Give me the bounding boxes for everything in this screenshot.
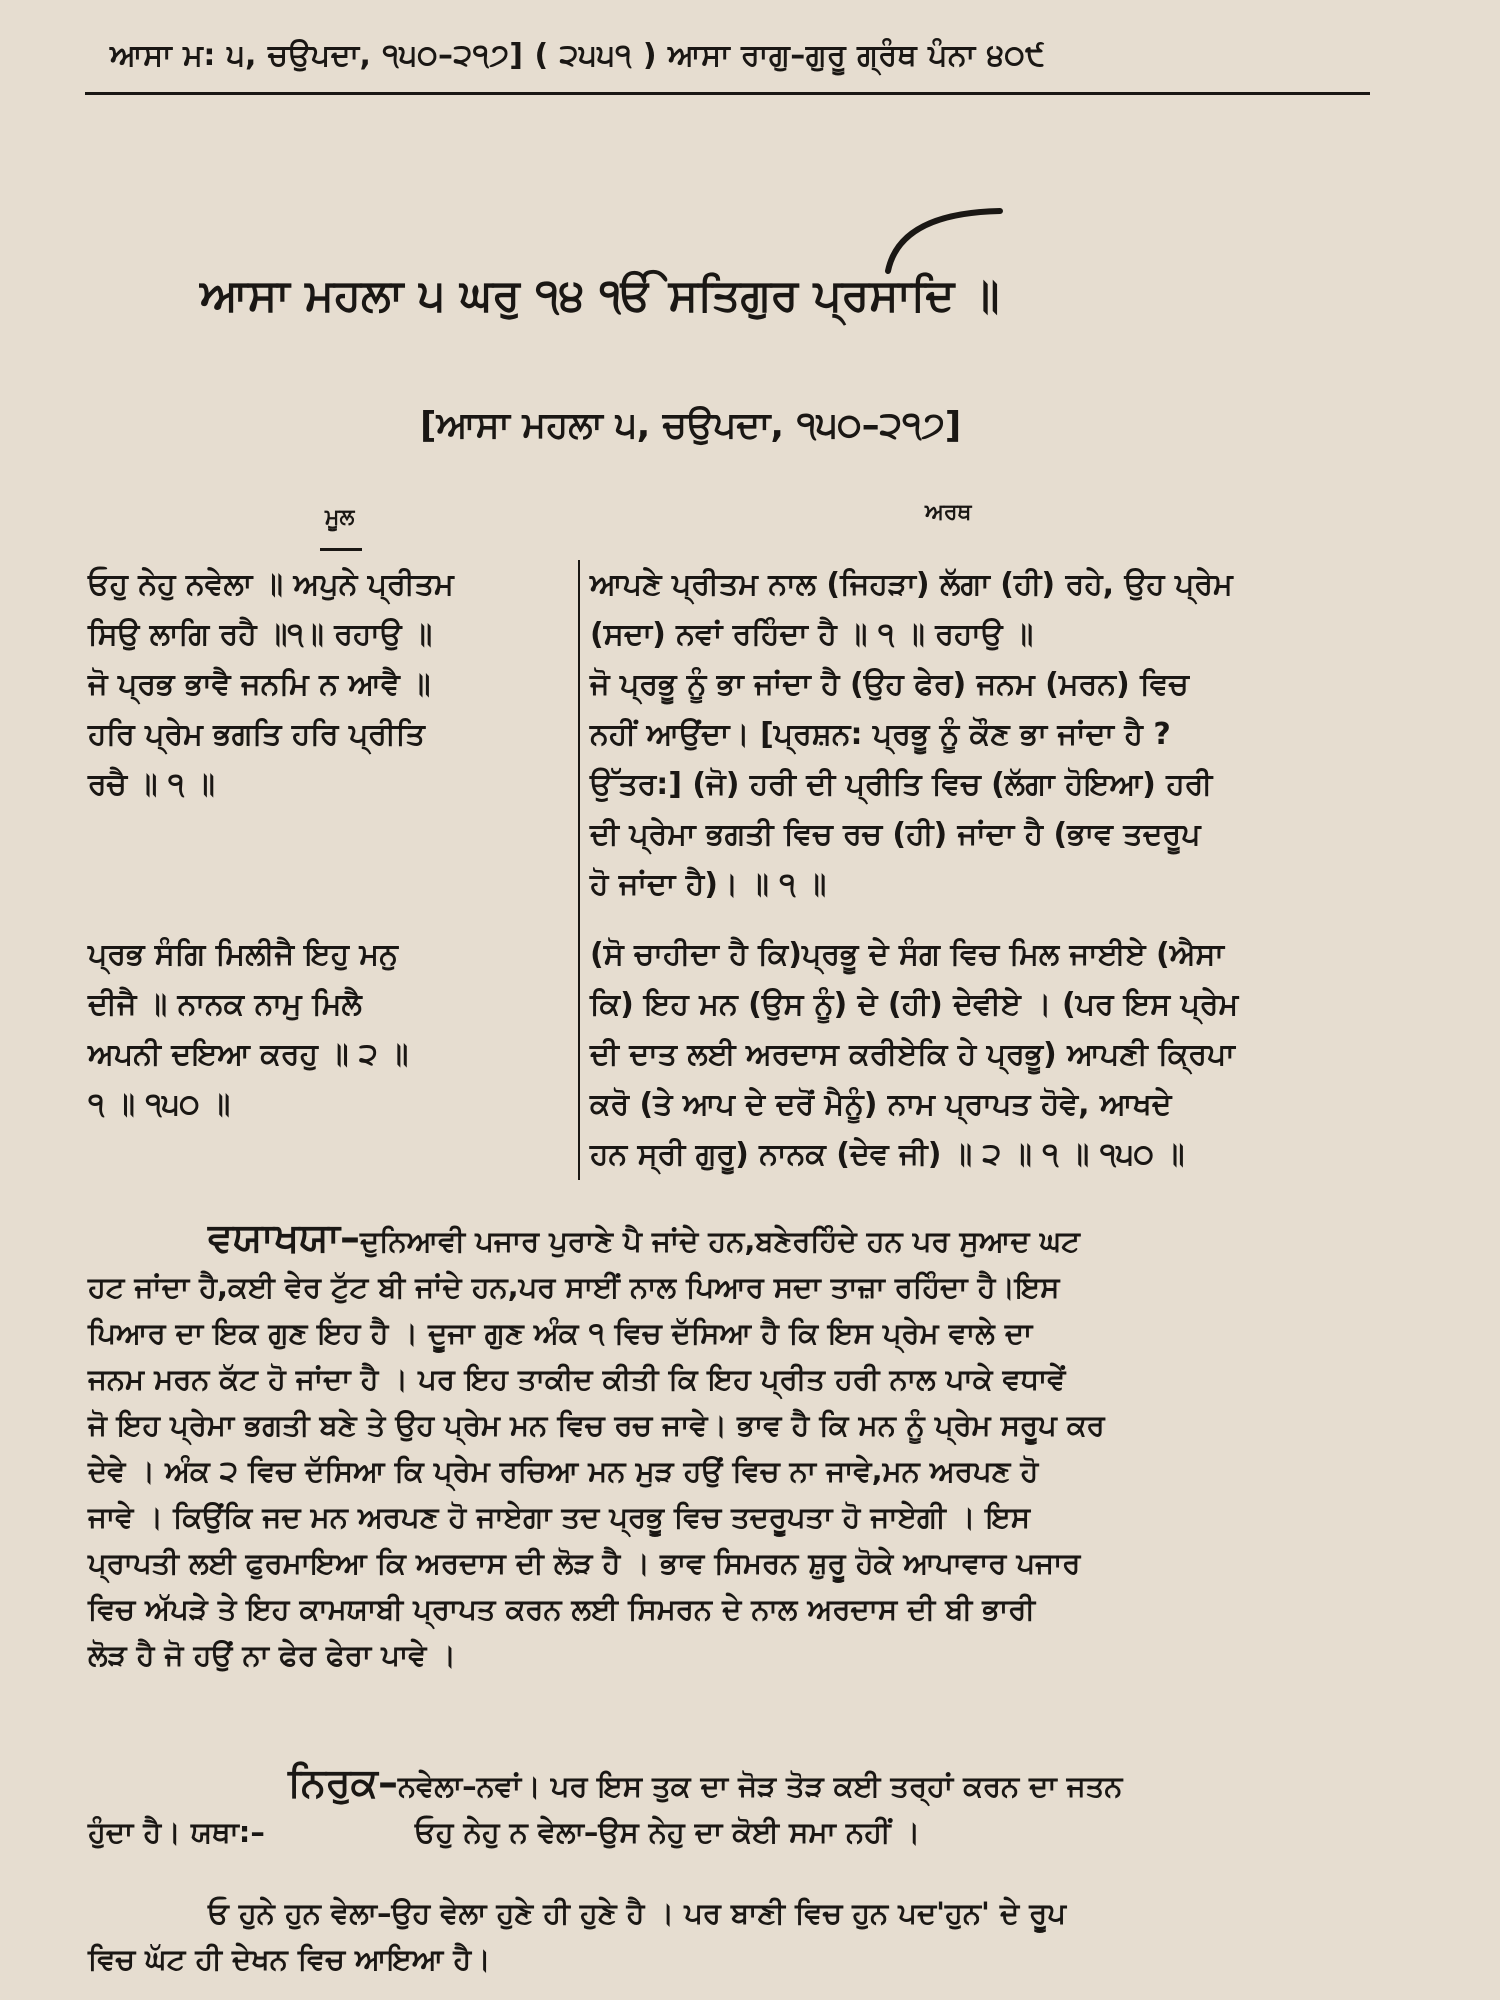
vyakhya-line: ਦੇਵੇ । ਅੰਕ ੨ ਵਿਚ ਦੱਸਿਆ ਕਿ ਪ੍ਰੇਮ ਰਚਿਆ ਮਨ ਮੁੜ ਹਉਂ ਵਿਚ ਨਾ ਜਾਵੇ,ਮਨ ਅਰਪਣ ਹੋ	[88, 1454, 1039, 1488]
vyakhya-line: ਲੋੜ ਹੈ ਜੋ ਹਉਂ ਨਾ ਫੇਰ ਫੇਰਾ ਪਾਵੇ ।	[88, 1638, 457, 1672]
vyakhya-line: ਪ੍ਰਾਪਤੀ ਲਈ ਫੁਰਮਾਇਆ ਕਿ ਅਰਦਾਸ ਦੀ ਲੋੜ ਹੈ । ਭਾਵ ਸਿਮਰਨ ਸ਼ੁਰੂ ਹੋਕੇ ਆਪਾਵਾਰ ਪਜਾਰ	[88, 1546, 1081, 1580]
vyakhya-first-line: ਦੁਨਿਆਵੀ ਪਜਾਰ ਪੁਰਾਣੇ ਪੈ ਜਾਂਦੇ ਹਨ,ਬਣੇਰਹਿੰਦੇ ਹਨ ਪਰ ਸੁਆਦ ਘਟ	[360, 1224, 1080, 1258]
vyakhya-line: ਜੋ ਇਹ ਪ੍ਰੇਮਾ ਭਗਤੀ ਬਣੇ ਤੇ ਉਹ ਪ੍ਰੇਮ ਮਨ ਵਿਚ ਰਚ ਜਾਵੇ। ਭਾਵ ਹੈ ਕਿ ਮਨ ਨੂੰ ਪ੍ਰੇਮ ਸਰੂਪ ਕਰ	[88, 1408, 1105, 1442]
mool-line: ਹਰਿ ਪ੍ਰੇਮ ਭਗਤਿ ਹਰਿ ਪ੍ਰੀਤਿ	[88, 717, 425, 752]
arth-line: ਹੋ ਜਾਂਦਾ ਹੈ)। ॥ ੧ ॥	[590, 867, 827, 902]
arth-line: (ਸੋ ਚਾਹੀਦਾ ਹੈ ਕਿ)ਪ੍ਰਭੂ ਦੇ ਸੰਗ ਵਿਚ ਮਿਲ ਜਾਈਏ (ਐਸਾ	[590, 937, 1224, 972]
arth-line: ਜੋ ਪ੍ਰਭੂ ਨੂੰ ਭਾ ਜਾਂਦਾ ਹੈ (ਉਹ ਫੇਰ) ਜਨਮ (ਮਰਨ) ਵਿਚ	[590, 667, 1189, 702]
arth-line: ਆਪਣੇ ਪ੍ਰੀਤਮ ਨਾਲ (ਜਿਹੜਾ) ਲੱਗਾ (ਹੀ) ਰਹੇ, ਉਹ ਪ੍ਰੇਮ	[590, 567, 1233, 602]
nirukt-line: ਵਿਚ ਘੱਟ ਹੀ ਦੇਖਨ ਵਿਚ ਆਇਆ ਹੈ।	[88, 1942, 491, 1976]
running-header: ਆਸਾ ਮ: ੫, ਚਉਪਦਾ, ੧੫੦–੨੧੭] ( ੨੫੫੧ ) ਆਸਾ ਰਾਗੁ–ਗੁਰੂ ਗ੍ਰੰਥ ਪੰਨਾ ੪੦੯	[110, 38, 1046, 73]
vyakhya-line: ਹਟ ਜਾਂਦਾ ਹੈ,ਕਈ ਵੇਰ ਟੁੱਟ ਬੀ ਜਾਂਦੇ ਹਨ,ਪਰ ਸਾਈਂ ਨਾਲ ਪਿਆਰ ਸਦਾ ਤਾਜ਼ਾ ਰਹਿੰਦਾ ਹੈ।ਇਸ	[88, 1270, 1060, 1304]
nirukt-line: ਹੁੰਦਾ ਹੈ। ਯਥਾ:–	[88, 1815, 265, 1849]
vyakhya-section	[88, 1215, 1408, 1678]
mool-line: ਓਹੁ ਨੇਹੁ ਨਵੇਲਾ ॥ ਅਪੁਨੇ ਪ੍ਰੀਤਮ	[88, 567, 454, 602]
column-divider	[578, 560, 580, 1180]
mool-stanza-2	[88, 930, 408, 1130]
nirukt-heading: ਨਿਰੁਕ–	[288, 1760, 398, 1806]
shabad-title: ਆਸਾ ਮਹਲਾ ੫ ਘਰੁ ੧੪ ੴ ਸਤਿਗੁਰ ਪ੍ਰਸਾਦਿ ॥	[200, 270, 1000, 321]
arth-column-label: ਅਰਥ	[925, 500, 972, 525]
nirukt-example: ਓਹੁ ਨੇਹੁ ਨ ਵੇਲਾ–ਉਸ ਨੇਹੁ ਦਾ ਕੋਈ ਸਮਾ ਨਹੀਂ ।	[414, 1815, 921, 1849]
nirukt-line: ਓ ਹੁਨੇ ਹੁਨ ਵੇਲਾ–ਉਹ ਵੇਲਾ ਹੁਣੇ ਹੀ ਹੁਣੇ ਹੈ । ਪਰ ਬਾਣੀ ਵਿਚ ਹੁਨ ਪਦ'ਹੁਨ' ਦੇ ਰੂਪ	[208, 1896, 1066, 1930]
arth-line: ਕਿ) ਇਹ ਮਨ (ਉਸ ਨੂੰ) ਦੇ (ਹੀ) ਦੇਵੀਏ । (ਪਰ ਇਸ ਪ੍ਰੇਮ	[590, 987, 1239, 1022]
ik-onkar-arc-icon	[880, 205, 1010, 275]
vyakhya-line: ਪਿਆਰ ਦਾ ਇਕ ਗੁਣ ਇਹ ਹੈ । ਦੂਜਾ ਗੁਣ ਅੰਕ ੧ ਵਿਚ ਦੱਸਿਆ ਹੈ ਕਿ ਇਸ ਪ੍ਰੇਮ ਵਾਲੇ ਦਾ	[88, 1316, 1033, 1350]
arth-line: ਹਨ ਸ੍ਰੀ ਗੁਰੂ) ਨਾਨਕ (ਦੇਵ ਜੀ) ॥ ੨ ॥ ੧ ॥ ੧੫੦ ॥	[590, 1137, 1185, 1172]
mool-line: ਰਚੈ ॥ ੧ ॥	[88, 767, 215, 802]
vyakhya-line: ਜਨਮ ਮਰਨ ਕੱਟ ਹੋ ਜਾਂਦਾ ਹੈ । ਪਰ ਇਹ ਤਾਕੀਦ ਕੀਤੀ ਕਿ ਇਹ ਪ੍ਰੀਤ ਹਰੀ ਨਾਲ ਪਾਕੇ ਵਧਾਵੇਂ	[88, 1362, 1066, 1396]
mool-stanza-1	[88, 560, 454, 810]
nirukt-first-line: ਨਵੇਲਾ–ਨਵਾਂ। ਪਰ ਇਸ ਤੁਕ ਦਾ ਜੋੜ ਤੋੜ ਕਈ ਤਰ੍ਹਾਂ ਕਰਨ ਦਾ ਜਤਨ	[397, 1769, 1123, 1803]
vyakhya-heading: ਵਯਾਖਯਾ–	[208, 1215, 360, 1261]
mool-line: ਸਿਉ ਲਾਗਿ ਰਹੈ ॥੧॥ ਰਹਾਉ ॥	[88, 617, 433, 652]
nirukt-continued	[88, 1890, 1408, 1982]
arth-line: ਉੱਤਰ:] (ਜੋ) ਹਰੀ ਦੀ ਪ੍ਰੀਤਿ ਵਿਚ (ਲੱਗਾ ਹੋਇਆ) ਹਰੀ	[590, 767, 1213, 802]
arth-line: (ਸਦਾ) ਨਵਾਂ ਰਹਿੰਦਾ ਹੈ ॥ ੧ ॥ ਰਹਾਉ ॥	[590, 617, 1034, 652]
nirukt-section	[88, 1760, 1408, 1855]
arth-line: ਨਹੀਂ ਆਉਂਦਾ। [ਪ੍ਰਸ਼ਨ: ਪ੍ਰਭੂ ਨੂੰ ਕੌਣ ਭਾ ਜਾਂਦਾ ਹੈ ?	[590, 717, 1171, 752]
vyakhya-line: ਜਾਵੇ । ਕਿਉਂਕਿ ਜਦ ਮਨ ਅਰਪਣ ਹੋ ਜਾਏਗਾ ਤਦ ਪ੍ਰਭੂ ਵਿਚ ਤਦਰੂਪਤਾ ਹੋ ਜਾਏਗੀ । ਇਸ	[88, 1500, 1031, 1534]
mool-line: ਦੀਜੈ ॥ ਨਾਨਕ ਨਾਮੁ ਮਿਲੈ	[88, 987, 362, 1022]
section-subtitle: [ਆਸਾ ਮਹਲਾ ੫, ਚਉਪਦਾ, ੧੫੦–੨੧੭]	[420, 405, 962, 446]
mool-line: ੧ ॥ ੧੫੦ ॥	[88, 1087, 231, 1122]
vyakhya-line: ਵਿਚ ਅੱਪੜੇ ਤੇ ਇਹ ਕਾਮਯਾਬੀ ਪ੍ਰਾਪਤ ਕਰਨ ਲਈ ਸਿਮਰਨ ਦੇ ਨਾਲ ਅਰਦਾਸ ਦੀ ਬੀ ਭਾਰੀ	[88, 1592, 1036, 1626]
mool-line: ਪ੍ਰਭ ਸੰਗਿ ਮਿਲੀਜੈ ਇਹੁ ਮਨੁ	[88, 937, 398, 972]
arth-stanza-2	[590, 930, 1238, 1180]
arth-line: ਕਰੋ (ਤੇ ਆਪ ਦੇ ਦਰੋਂ ਮੈਨੂੰ) ਨਾਮ ਪ੍ਰਾਪਤ ਹੋਵੇ, ਆਖਦੇ	[590, 1087, 1172, 1122]
header-rule	[85, 92, 1370, 95]
arth-line: ਦੀ ਦਾਤ ਲਈ ਅਰਦਾਸ ਕਰੀਏਕਿ ਹੇ ਪ੍ਰਭੂ) ਆਪਣੀ ਕ੍ਰਿਪਾ	[590, 1037, 1235, 1072]
mool-label-underline	[320, 548, 362, 551]
arth-stanza-1	[590, 560, 1233, 910]
arth-line: ਦੀ ਪ੍ਰੇਮਾ ਭਗਤੀ ਵਿਚ ਰਚ (ਹੀ) ਜਾਂਦਾ ਹੈ (ਭਾਵ ਤਦਰੂਪ	[590, 817, 1201, 852]
mool-line: ਅਪਨੀ ਦਇਆ ਕਰਹੁ ॥ ੨ ॥	[88, 1037, 409, 1072]
mool-line: ਜੋ ਪ੍ਰਭ ਭਾਵੈ ਜਨਮਿ ਨ ਆਵੈ ॥	[88, 667, 431, 702]
mool-column-label: ਮੂਲ	[325, 505, 355, 530]
